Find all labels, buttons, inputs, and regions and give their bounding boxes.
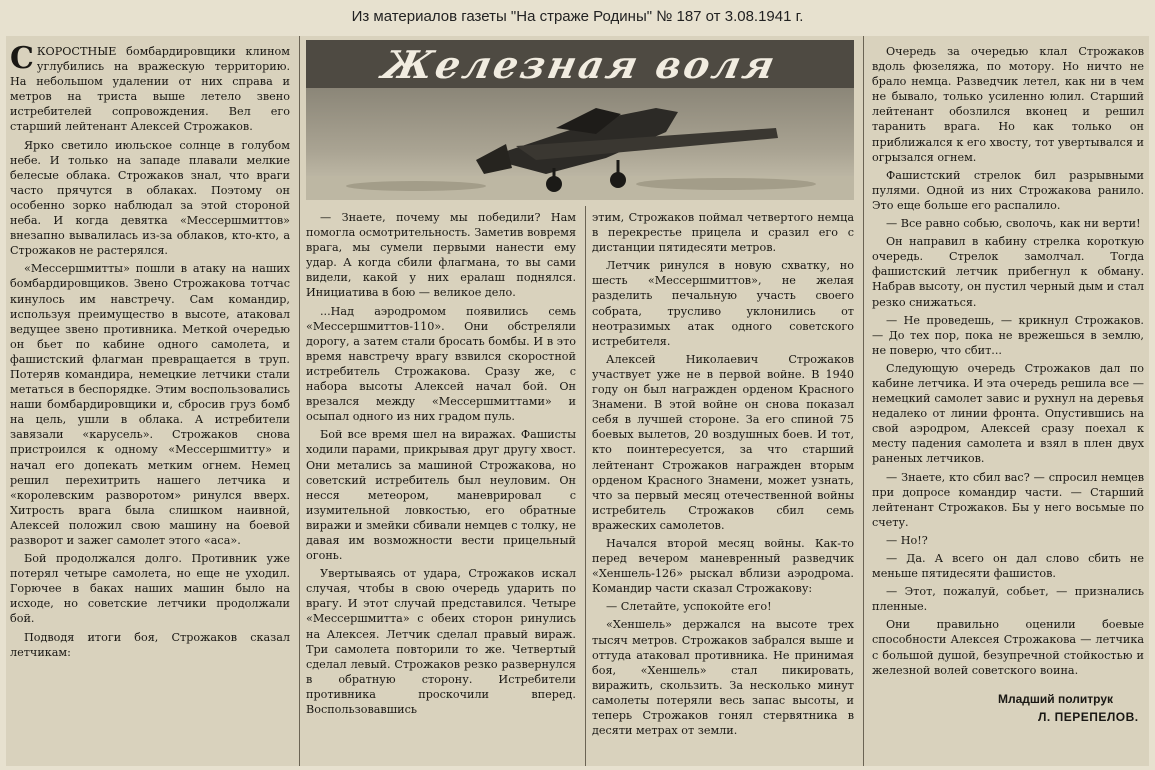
article-paragraph: этим, Строжаков поймал четвертого немца в перекрестье прицела и сразил его с дистанции пятидесяти метров. (592, 211, 854, 255)
airplane-photo-icon (306, 88, 854, 200)
article-paragraph: Бой все время шел на виражах. Фашисты ходили парами, прикрывая друг другу хвост. Они метались за машиной Строжакова, но советский истребитель был неуловим. Он несся метеором, маневрировал с изумительной ловкостью, его обратные виражи и змейки сбивали немцев с толку, не давая им возможности вести прицельный огонь. (306, 428, 576, 563)
article-paragraph: Начался второй месяц войны. Как-то перед вечером маневренный разведчик «Хеншель-126» рыскал вблизи аэродрома. Командир части сказал Строжакову: (592, 536, 854, 596)
article-paragraph: Фашистский стрелок бил разрывными пулями. Одной из них Строжакова ранило. Это еще больше его распалило. (872, 168, 1144, 212)
article-paragraph: Следующую очередь Строжаков дал по кабине летчика. И эта очередь решила все — немецкий самолет завис и рухнул на деревья недалеко от линии фронта. Опустившись на свой аэродром, Алексей сразу поехал к месту падения самолета и взял в плен двух раненых летчиков. (872, 361, 1144, 466)
article-paragraph: Они правильно оценили боевые способности Алексея Строжакова — летчика с большой душой, безупречной стойкостью и железной волей советского воина. (872, 618, 1144, 677)
article-paragraph: Летчик ринулся в новую схватку, но шесть «Мессершмиттов», не желая разделить печальную участь своего собрата, трусливо уклонились от неотразимых атак одного советского истребителя. (592, 259, 854, 348)
article-paragraph: — Но!? (886, 533, 928, 547)
article-paragraph: — Знаете, почему мы победили? Нам помогла осмотрительность. Заметив вовремя врага, мы сумели первыми нанести ему удар. А когда сбили флагмана, то вы сами видели, какой у них ералаш поднялся. Инициатива в бою — великое дело. (306, 211, 576, 300)
author-rank: Младший политрук (998, 692, 1114, 706)
article-paragraph: СКОРОСТНЫЕ бомбардировщики клином углубились на вражескую территорию. На небольшом удалении от них справа и метров на триста выше летело звено истребителей сопровождения. Вел его старший лейтенант Алексей Строжаков. (10, 44, 290, 134)
article-paragraph: Алексей Николаевич Строжаков участвует уже не в первой войне. В 1940 году он был награжден орденом Красного Знамени. В этой войне он снова показал себя в лучшей стороне. За его спиной 75 боевых вылетов, 20 воздушных боев. И тот, кто поинтересуется, за что старший лейтенант Строжаков награжден вторым орденом Красного Знамени, может узнать, что за первый месяц отечественной войны истребитель Строжаков сбил семь вражеских самолетов. (592, 352, 854, 532)
article-paragraph: — Этот, пожалуй, собьет, — признались пленные. (872, 585, 1144, 614)
article-paragraph: — Да. А всего он дал слово сбить не меньше пятидесяти фашистов. (872, 552, 1144, 581)
article-column-2 (306, 210, 576, 766)
column-divider (299, 36, 300, 766)
article-paragraph: Очередь за очередью клал Строжаков вдоль фюзеляжа, по мотору. Но ничто не брало немца. Разведчик летел, как ни в чем не бывало, только усиленно юлил. Старший лейтенант обозлился вконец и решил таранить врага. Но как только он приближался к его хвосту, тот увертывался и огрызался огнем. (872, 45, 1144, 164)
article-paragraph: «Мессершмитты» пошли в атаку на наших бомбардировщиков. Звено Строжакова тотчас кинулось им навстречу. Сам командир, используя преимущество в высоте, атаковал ведущее звено противника. Меткой очередью он бьет по кабине одного самолета, и фашистский флагман превращается в труп. Потеряв командира, немецкие летчики стали метаться в беспорядке. Этим воспользовались наши бомбардировщики и, сбросив груз бомб на цель, ушли в облака. А истребители завязали «карусель». Строжаков снова пристроился к одному «Мессершмитту» и начал его допекать метким огнем. Немец решил перехитрить нашего летчика и «королевским разворотом» ринулся вверх. Хитрость врага была слишком наивной, Алексей положил свою машину на боевой разворот и зажег самолет этого «аса». (10, 262, 290, 547)
newspaper-clipping (6, 36, 1149, 766)
article-paragraph: — Слетайте, успокойте его! (606, 600, 772, 614)
article-column-4 (872, 44, 1144, 694)
article-paragraph: «Хеншель» держался на высоте трех тысяч метров. Строжаков забрался выше и оттуда атаковал противника. Не принимая боя, «Хеншель» стал пикировать, виражить, скользить. За несколько минут самолеты потеряли весь запас высоты, и теперь Строжаков гонял стервятника в десяти метрах от земли. (592, 618, 854, 738)
dropcap-letter: С (10, 44, 34, 76)
article-paragraph: Он направил в кабину стрелка короткую очередь. Стрелок замолчал. Тогда фашистский летчик прибегнул к обману. Набрав высоту, он пустил черный дым и стал резко снижаться. (872, 235, 1144, 309)
page-caption: Из материалов газеты "На страже Родины" № 187 от 3.08.1941 г. (351, 8, 804, 25)
article-column-3 (592, 210, 854, 766)
headline-title: Железная воля (378, 42, 782, 87)
column-divider (863, 36, 864, 766)
article-paragraph: — Все равно собью, сволочь, как ни верти! (886, 217, 1141, 231)
article-paragraph: Ярко светило июльское солнце в голубом небе. И только на западе плавали мелкие белесые облака. Строжаков знал, что враги часто прячутся в облаках. Поэтому он особенно зорко наблюдал за этой стороной неба. И когда девятка «Мессершмиттов» внезапно вывалилась из-за облаков, кто-кто, а Строжаков не растерялся. (10, 138, 290, 258)
article-paragraph: Подводя итоги боя, Строжаков сказал летчикам: (10, 630, 290, 659)
author-name: Л. ПЕРЕПЕЛОВ. (1038, 710, 1139, 724)
article-column-1 (10, 44, 290, 766)
article-paragraph: — Не проведешь, — крикнул Строжаков. — До тех пор, пока не врежешься в землю, не поверю, что сбит... (872, 313, 1144, 357)
article-paragraph: ...Над аэродромом появились семь «Мессершмиттов-110». Они обстреляли дорогу, а затем стали бросать бомбы. И в это время навстречу врагу взвился скоростной истребитель Строжакова. Сразу же, с набора высоты Алексей начал бой. Он врезался между «Мессершмиттами» и осыпал одного из них градом пуль. (306, 304, 576, 424)
airplane-photo (306, 88, 854, 200)
headline-banner (306, 40, 854, 88)
article-paragraph: — Знаете, кто сбил вас? — спросил немцев при допросе командир части. — Старший лейтенант Строжаков. Бы у него восьмые по счету. (872, 470, 1144, 529)
article-paragraph: Бой продолжался долго. Противник уже потерял четыре самолета, но еще не уходил. Горючее в баках наших машин было на исходе, но советские летчики продолжали бой. (10, 552, 290, 626)
column-divider (585, 206, 586, 766)
article-paragraph: Увертываясь от удара, Строжаков искал случая, чтобы в свою очередь ударить по врагу. И этот случай представился. Четыре «Мессершмитта» с обеих сторон ринулись на Алексея. Летчик сделал правый вираж. Три самолета повторили то же. Четвертый сделал левый. Строжаков резко развернулся в обратную сторону. Истребители противника проскочили вперед. Воспользовавшись (306, 567, 576, 716)
